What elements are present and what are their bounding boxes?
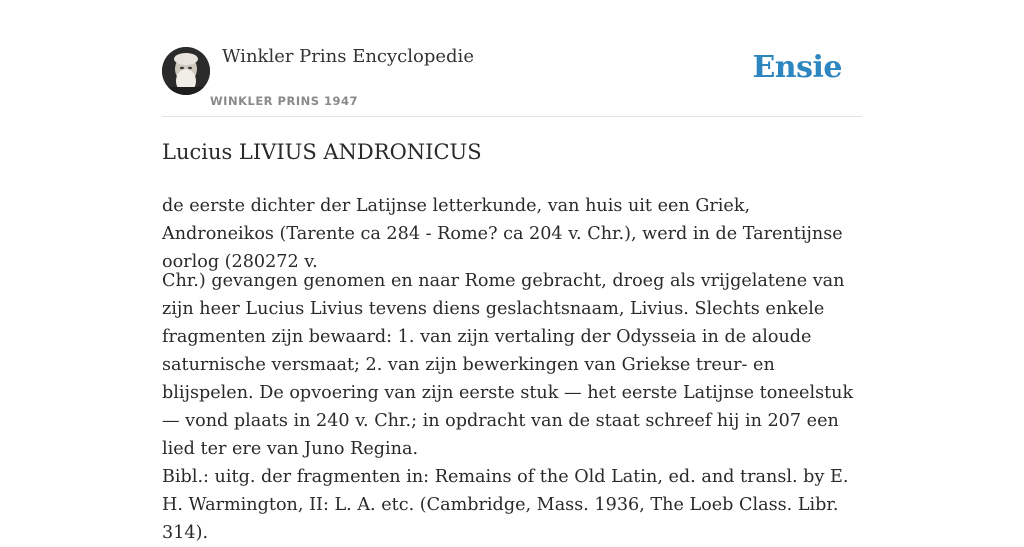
ensie-logo[interactable]: Ensie [752,50,842,85]
article-container [162,0,862,543]
edition-label[interactable]: WINKLER PRINS 1947 [210,94,359,108]
article-headword: Lucius LIVIUS ANDRONICUS [162,140,482,164]
article-paragraph-1: de eerste dichter der Latijnse letterkunde, van huis uit een Griek, Androneikos (Tarente ca 284 - Rome? ca 204 v. Chr.), werd in de Tarentijnse oorlog (280272 v. [162,196,843,272]
source-header [162,0,862,117]
author-avatar[interactable] [162,47,210,95]
article-bibliography: Bibl.: uitg. der fragmenten in: Remains of the Old Latin, ed. and transl. by E. H. Warmington, II: L. A. etc. (Cambridge, Mass. 1936, The Loeb Class. Libr. 314). [162,467,849,543]
portrait-image [162,47,210,95]
source-title[interactable]: Winkler Prins Encyclopedie [222,46,474,67]
article-paragraph-2: Chr.) gevangen genomen en naar Rome gebracht, droeg als vrijgelatene van zijn heer Lucius Livius tevens diens geslachtsnaam, Livius. Slechts enkele fragmenten zijn bewaard: 1. van zijn vertaling der Odysseia in de aloude saturnische versmaat; 2. van zijn bewerkingen van Griekse treur- en blijspelen. De opvoering van zijn eerste stuk — het eerste Latijnse toneelstuk — vond plaats in 240 v. Chr.; in opdracht van de staat schreef hij in 207 een lied ter ere van Juno Regina. [162,271,854,459]
